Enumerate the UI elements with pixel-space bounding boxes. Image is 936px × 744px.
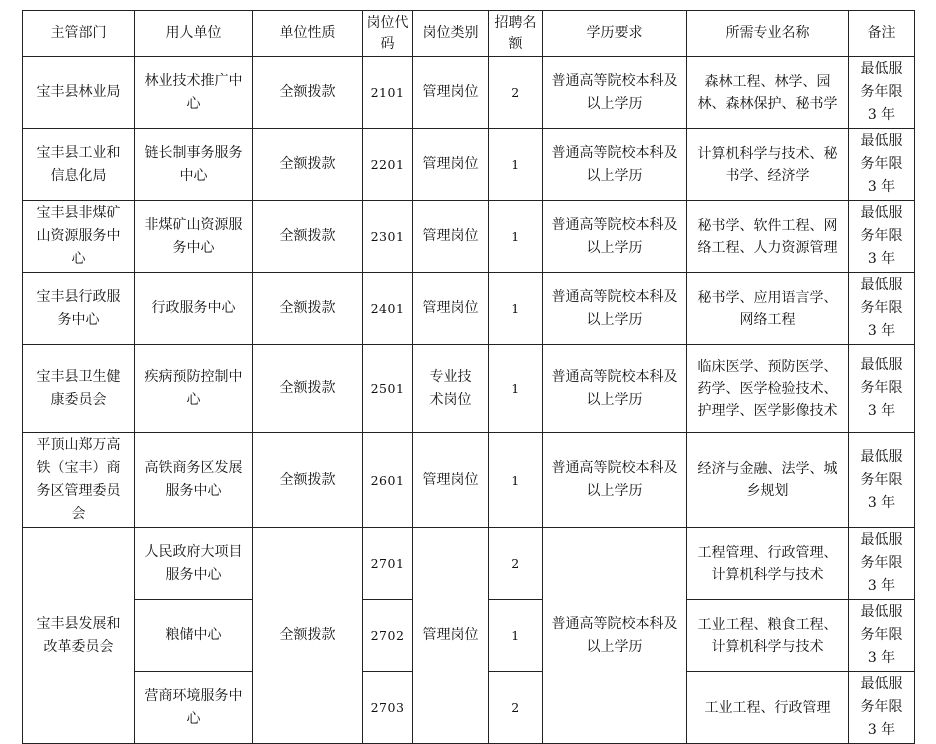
table-row	[23, 345, 915, 433]
nature-cell: 全额拨款	[253, 129, 363, 201]
header-unit: 用人单位	[135, 11, 253, 57]
nature-cell: 全额拨款	[253, 273, 363, 345]
header-category: 岗位类别	[413, 11, 489, 57]
education-cell: 普通高等院校本科及以上学历	[543, 129, 687, 201]
dept-cell: 宝丰县卫生健康委员会	[23, 345, 135, 433]
table-row	[23, 433, 915, 528]
recruitment-table	[22, 10, 915, 744]
major-cell: 经济与金融、法学、城乡规划	[687, 433, 849, 528]
count-cell: 1	[489, 345, 543, 433]
major-cell: 计算机科学与技术、秘书学、经济学	[687, 129, 849, 201]
category-cell: 管理岗位	[413, 201, 489, 273]
count-cell: 2	[489, 57, 543, 129]
code-cell: 2401	[363, 273, 413, 345]
code-cell: 2201	[363, 129, 413, 201]
education-cell: 普通高等院校本科及以上学历	[543, 273, 687, 345]
category-cell: 管理岗位	[413, 528, 489, 744]
note-cell: 最低服务年限 3 年	[849, 129, 915, 201]
major-cell: 工业工程、粮食工程、计算机科学与技术	[687, 600, 849, 672]
dept-cell: 宝丰县工业和信息化局	[23, 129, 135, 201]
nature-cell: 全额拨款	[253, 528, 363, 744]
dept-cell: 平顶山郑万高铁（宝丰）商务区管理委员会	[23, 433, 135, 528]
count-cell: 2	[489, 528, 543, 600]
table-row	[23, 273, 915, 345]
note-cell: 最低服务年限 3 年	[849, 600, 915, 672]
education-cell: 普通高等院校本科及以上学历	[543, 57, 687, 129]
education-cell: 普通高等院校本科及以上学历	[543, 201, 687, 273]
major-cell: 临床医学、预防医学、药学、医学检验技术、护理学、医学影像技术	[687, 345, 849, 433]
major-cell: 森林工程、林学、园林、森林保护、秘书学	[687, 57, 849, 129]
count-cell: 1	[489, 201, 543, 273]
category-cell: 管理岗位	[413, 433, 489, 528]
unit-cell: 粮储中心	[135, 600, 253, 672]
count-cell: 1	[489, 433, 543, 528]
unit-cell: 林业技术推广中心	[135, 57, 253, 129]
note-cell: 最低服务年限 3 年	[849, 672, 915, 744]
dept-cell: 宝丰县行政服务中心	[23, 273, 135, 345]
code-cell: 2501	[363, 345, 413, 433]
code-cell: 2301	[363, 201, 413, 273]
note-cell: 最低服务年限 3 年	[849, 345, 915, 433]
header-row	[23, 11, 915, 57]
nature-cell: 全额拨款	[253, 433, 363, 528]
note-cell: 最低服务年限 3 年	[849, 528, 915, 600]
nature-cell: 全额拨款	[253, 201, 363, 273]
note-cell: 最低服务年限 3 年	[849, 433, 915, 528]
count-cell: 1	[489, 129, 543, 201]
category-cell: 专业技术岗位	[413, 345, 489, 433]
header-major: 所需专业名称	[687, 11, 849, 57]
code-cell: 2703	[363, 672, 413, 744]
category-cell: 管理岗位	[413, 57, 489, 129]
education-cell: 普通高等院校本科及以上学历	[543, 528, 687, 744]
unit-cell: 链长制事务服务中心	[135, 129, 253, 201]
count-cell: 1	[489, 600, 543, 672]
note-cell: 最低服务年限 3 年	[849, 201, 915, 273]
unit-cell: 营商环境服务中心	[135, 672, 253, 744]
code-cell: 2701	[363, 528, 413, 600]
dept-cell: 宝丰县发展和改革委员会	[23, 528, 135, 744]
code-cell: 2601	[363, 433, 413, 528]
unit-cell: 行政服务中心	[135, 273, 253, 345]
education-cell: 普通高等院校本科及以上学历	[543, 345, 687, 433]
table-row	[23, 57, 915, 129]
table-row	[23, 528, 915, 600]
count-cell: 2	[489, 672, 543, 744]
major-cell: 秘书学、应用语言学、网络工程	[687, 273, 849, 345]
unit-cell: 人民政府大项目服务中心	[135, 528, 253, 600]
code-cell: 2101	[363, 57, 413, 129]
dept-cell: 宝丰县非煤矿山资源服务中心	[23, 201, 135, 273]
table-row	[23, 129, 915, 201]
dept-cell: 宝丰县林业局	[23, 57, 135, 129]
header-count: 招聘名额	[489, 11, 543, 57]
education-cell: 普通高等院校本科及以上学历	[543, 433, 687, 528]
header-note: 备注	[849, 11, 915, 57]
nature-cell: 全额拨款	[253, 345, 363, 433]
major-cell: 秘书学、软件工程、网络工程、人力资源管理	[687, 201, 849, 273]
unit-cell: 非煤矿山资源服务中心	[135, 201, 253, 273]
table-row	[23, 201, 915, 273]
header-education: 学历要求	[543, 11, 687, 57]
unit-cell: 高铁商务区发展服务中心	[135, 433, 253, 528]
major-cell: 工业工程、行政管理	[687, 672, 849, 744]
code-cell: 2702	[363, 600, 413, 672]
note-cell: 最低服务年限 3 年	[849, 57, 915, 129]
count-cell: 1	[489, 273, 543, 345]
header-code: 岗位代码	[363, 11, 413, 57]
note-cell: 最低服务年限 3 年	[849, 273, 915, 345]
header-nature: 单位性质	[253, 11, 363, 57]
nature-cell: 全额拨款	[253, 57, 363, 129]
category-cell: 管理岗位	[413, 129, 489, 201]
header-dept: 主管部门	[23, 11, 135, 57]
major-cell: 工程管理、行政管理、计算机科学与技术	[687, 528, 849, 600]
unit-cell: 疾病预防控制中心	[135, 345, 253, 433]
category-cell: 管理岗位	[413, 273, 489, 345]
